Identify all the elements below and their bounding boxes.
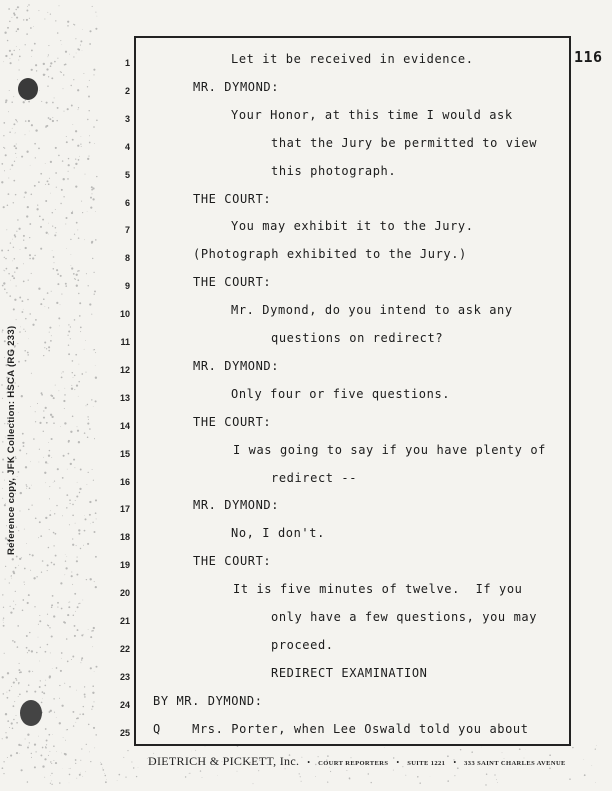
line-number: 5 xyxy=(124,169,130,180)
transcript-line: REDIRECT EXAMINATION xyxy=(271,665,428,680)
transcript-line: MR. DYMOND: xyxy=(193,358,280,373)
line-number: 9 xyxy=(124,281,130,292)
line-number: 17 xyxy=(119,504,130,515)
footer-reporters: COURT REPORTERS xyxy=(318,760,389,767)
line-number: 13 xyxy=(119,392,130,403)
footer-separator: • xyxy=(396,758,400,767)
line-number: 1 xyxy=(124,58,130,68)
transcript-line: MR. DYMOND: xyxy=(193,498,280,513)
line-number: 3 xyxy=(124,113,130,124)
transcript-line: Your Honor, at this time I would ask xyxy=(231,107,513,122)
transcript-line: THE COURT: xyxy=(193,554,272,569)
binder-hole-top xyxy=(18,78,38,100)
footer-separator: • xyxy=(453,758,457,767)
line-number: 11 xyxy=(120,337,130,347)
transcript-line: I was going to say if you have plenty of xyxy=(233,442,546,457)
transcript-line: THE COURT: xyxy=(193,275,272,290)
line-number: 8 xyxy=(124,253,130,264)
transcript-line: only have a few questions, you may xyxy=(271,610,538,624)
line-number: 16 xyxy=(119,476,130,487)
transcript-line: (Photograph exhibited to the Jury.) xyxy=(193,247,467,262)
line-number: 15 xyxy=(119,448,130,459)
footer-firm: DIETRICH & PICKETT, Inc. xyxy=(148,754,300,768)
page-footer xyxy=(148,752,566,770)
footer-suite: SUITE 1221 xyxy=(407,760,446,767)
line-number: 23 xyxy=(119,671,130,682)
line-number: 18 xyxy=(119,532,130,543)
transcript-line: this photograph. xyxy=(271,163,397,178)
binder-hole-bottom xyxy=(20,700,42,726)
transcript-line: No, I don't. xyxy=(231,526,325,541)
reference-copy-stamp: Reference copy, JFK Collection: HSCA (RG 233) xyxy=(6,325,17,555)
line-number: 10 xyxy=(119,309,130,320)
line-number: 25 xyxy=(119,727,130,738)
page-number: 116 xyxy=(574,48,603,66)
transcript-line: questions on redirect? xyxy=(271,331,444,345)
footer-separator: • xyxy=(307,758,311,767)
transcript-line: that the Jury be permitted to view xyxy=(271,135,538,150)
transcript-line: It is five minutes of twelve. If you xyxy=(233,582,523,597)
transcript-line: THE COURT: xyxy=(193,191,272,206)
transcript-line: BY MR. DYMOND: xyxy=(153,693,263,708)
line-number: 24 xyxy=(119,699,130,710)
line-number: 2 xyxy=(124,85,130,96)
line-number: 6 xyxy=(124,197,130,208)
line-number: 21 xyxy=(119,616,130,626)
line-number: 19 xyxy=(119,560,130,571)
transcript-line: Only four or five questions. xyxy=(231,386,451,401)
line-number: 14 xyxy=(119,420,130,431)
transcript-line: redirect -- xyxy=(271,470,358,485)
footer-address: 333 SAINT CHARLES AVENUE xyxy=(464,760,566,767)
transcript-line: THE COURT: xyxy=(193,414,272,429)
transcript-line: MR. DYMOND: xyxy=(193,79,280,94)
transcript-line: proceed. xyxy=(271,637,334,652)
transcript-line: Mr. Dymond, do you intend to ask any xyxy=(231,303,513,318)
line-number: 12 xyxy=(119,364,130,375)
line-number: 7 xyxy=(124,225,130,236)
transcript-line: Q Mrs. Porter, when Lee Oswald told you about xyxy=(153,721,529,736)
line-number: 22 xyxy=(119,643,130,654)
line-number: 20 xyxy=(119,588,130,599)
line-number: 4 xyxy=(124,141,130,152)
transcript-line: Let it be received in evidence. xyxy=(231,52,474,66)
transcript-line: You may exhibit it to the Jury. xyxy=(231,219,474,234)
